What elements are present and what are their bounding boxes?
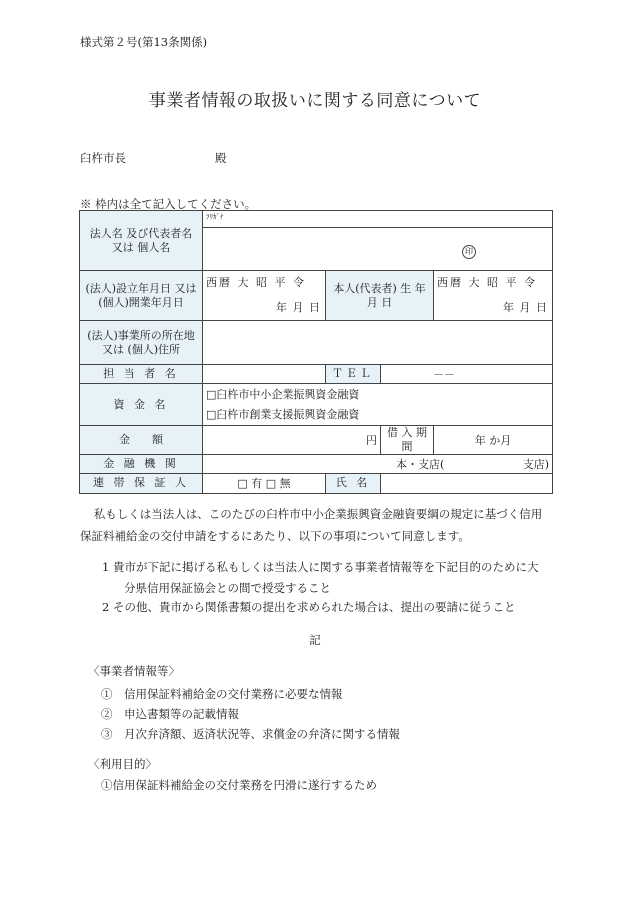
document-title: 事業者情報の取扱いに関する同意について	[148, 91, 482, 111]
address-field[interactable]	[203, 321, 553, 365]
business-info-heading: 〈事業者情報等〉	[88, 664, 180, 678]
bank-label: 金 融 機 関	[80, 454, 203, 473]
consent-paragraph: 私もしくは当法人は、このたびの臼杵市中小企業振興資金融資要綱の規定に基づく信用保証料補給金の交付申請をするにあたり、以下の事項について同意します。	[80, 507, 543, 543]
birth-date-field[interactable]: 西暦 大 昭 平 令 年 月 日	[434, 271, 553, 321]
tel-field[interactable]: －－	[381, 365, 553, 384]
loan-period-label: 借 入 期 間	[381, 426, 434, 455]
guarantor-choice[interactable]: □ 有 □ 無	[203, 473, 326, 493]
form-number: 様式第２号(第13条関係)	[80, 35, 208, 49]
consent-item-1-cont: 分県信用保証協会との間で授受すること	[124, 581, 331, 595]
application-table	[79, 210, 553, 494]
name-field[interactable]	[203, 211, 553, 271]
address-label: (法人)事業所の所在地 又は (個人)住所	[80, 321, 203, 365]
business-info-item-2: ② 申込書類等の記載情報	[101, 707, 239, 721]
purpose-item-1: ①信用保証料補給金の交付業務を円滑に遂行するため	[101, 778, 377, 792]
guarantor-name-label: 氏 名	[326, 473, 381, 493]
tel-label: ＴＥＬ	[326, 365, 381, 384]
fund-option-sme[interactable]: □臼杵市中小企業振興資金融資	[206, 387, 360, 401]
loan-period-field[interactable]: 年 か月	[434, 426, 553, 455]
honorific: 殿	[215, 151, 227, 165]
person-in-charge-field[interactable]	[203, 365, 326, 384]
fund-name-label: 資 金 名	[80, 384, 203, 426]
person-in-charge-label: 担 当 者 名	[80, 365, 203, 384]
addressee: 臼杵市長	[80, 151, 126, 165]
business-info-item-3: ③ 月次弁済額、返済状況等、求償金の弁済に関する情報	[101, 727, 400, 741]
seal-mark: 印	[462, 245, 476, 259]
name-label: 法人名 及び代表者名 又は 個人名	[80, 211, 203, 271]
fund-option-startup[interactable]: □臼杵市創業支援振興資金融資	[206, 407, 360, 421]
guarantor-label: 連 帯 保 証 人	[80, 473, 203, 493]
amount-label: 金 額	[80, 426, 203, 455]
ki-heading: 記	[309, 633, 321, 647]
amount-field[interactable]: 円	[203, 426, 381, 455]
furigana-label: ﾌﾘｶﾞﾅ	[206, 213, 224, 221]
birth-date-label: 本人(代表者) 生 年 月 日	[326, 271, 434, 321]
consent-item-2: 2 その他、貴市から関係書類の提出を求められた場合は、提出の要請に従うこと	[102, 600, 516, 614]
instruction-note: ※ 枠内は全て記入してください。	[80, 197, 257, 211]
bank-field[interactable]: 本・支店( 支店)	[203, 454, 553, 473]
purpose-heading: 〈利用目的〉	[88, 757, 157, 771]
established-date-label: (法人)設立年月日 又は (個人)開業年月日	[80, 271, 203, 321]
consent-item-1: 1 貴市が下記に掲げる私もしくは当法人に関する事業者情報等を下記目的のために大	[102, 560, 539, 574]
fund-options[interactable]	[203, 384, 553, 426]
established-date-field[interactable]: 西暦 大 昭 平 令 年 月 日	[203, 271, 326, 321]
guarantor-name-field[interactable]	[381, 473, 553, 493]
business-info-item-1: ① 信用保証料補給金の交付業務に必要な情報	[101, 687, 343, 701]
